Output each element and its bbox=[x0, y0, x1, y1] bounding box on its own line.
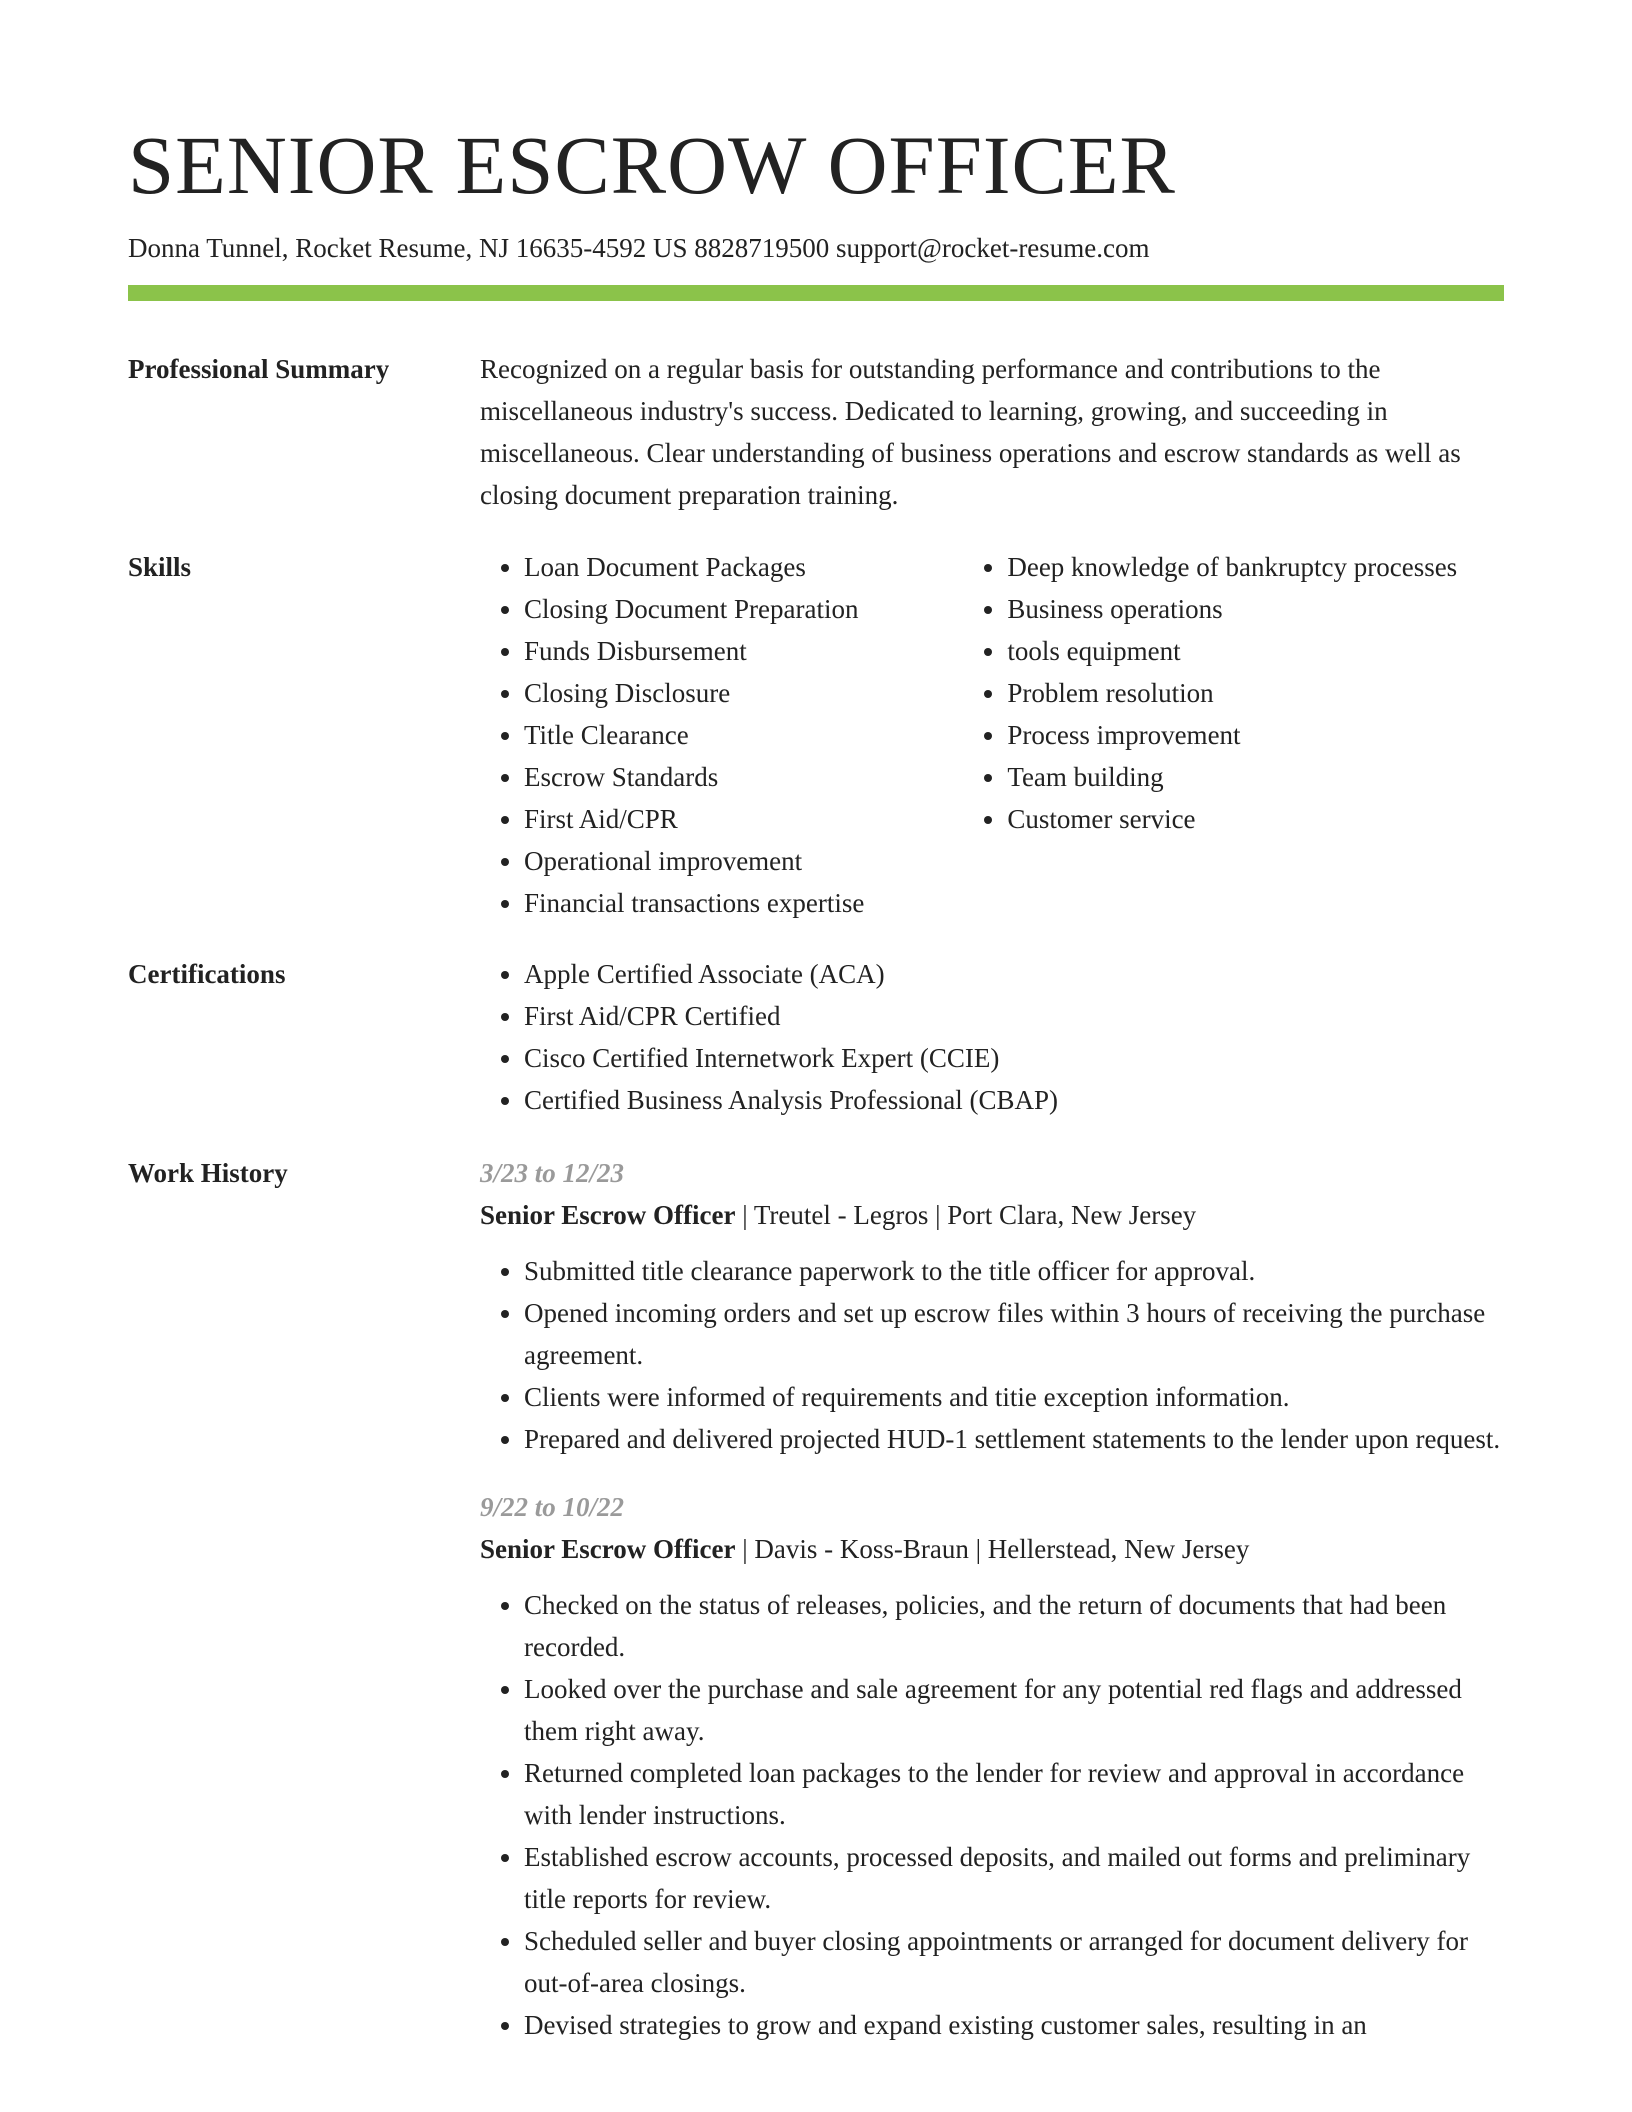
skill-item: • Financial transactions expertise bbox=[524, 882, 963, 924]
work-history-body bbox=[480, 1152, 1504, 2072]
skills-list-left bbox=[480, 546, 963, 924]
job-heading bbox=[480, 1528, 1504, 1570]
job-bullet: • Scheduled seller and buyer closing appointments or arranged for document delivery for out-of-area closings. bbox=[524, 1920, 1504, 2004]
job-bullet: • Looked over the purchase and sale agreement for any potential red flags and addressed them right away. bbox=[524, 1668, 1504, 1752]
job-details: | Davis - Koss-Braun | Hellerstead, New Jersey bbox=[735, 1534, 1250, 1564]
work-history-label: Work History bbox=[128, 1158, 288, 1188]
job-bullet: • Checked on the status of releases, policies, and the return of documents that had been recorded. bbox=[524, 1584, 1504, 1668]
certification-item: • Certified Business Analysis Professional (CBAP) bbox=[524, 1079, 1504, 1121]
skill-item: • Escrow Standards bbox=[524, 756, 963, 798]
certifications-list bbox=[480, 953, 1504, 1121]
certifications-body bbox=[480, 953, 1504, 1121]
skill-item: • Loan Document Packages bbox=[524, 546, 963, 588]
summary-label: Professional Summary bbox=[128, 354, 390, 384]
skill-item: • Team building bbox=[1007, 756, 1504, 798]
certification-item: • Apple Certified Associate (ACA) bbox=[524, 953, 1504, 995]
summary-text: Recognized on a regular basis for outstanding performance and contributions to the miscellaneous industry's success. Dedicated to learning, growing, and succeeding in miscellaneous. Clear understanding of business operations and escrow standards as well as closing document preparation training. bbox=[480, 354, 1461, 510]
resume-title: SENIOR ESCROW OFFICER bbox=[128, 119, 1176, 211]
certifications-label: Certifications bbox=[128, 959, 286, 989]
job-entry bbox=[480, 1152, 1504, 1460]
job-dates: 3/23 to 12/23 bbox=[480, 1158, 625, 1188]
skill-item: • Operational improvement bbox=[524, 840, 963, 882]
job-heading bbox=[480, 1194, 1504, 1236]
skills-label: Skills bbox=[128, 552, 192, 582]
job-bullets bbox=[480, 1584, 1504, 2046]
skill-item: • First Aid/CPR bbox=[524, 798, 963, 840]
job-entry bbox=[480, 1486, 1504, 2046]
job-bullet: • Devised strategies to grow and expand existing customer sales, resulting in an bbox=[524, 2004, 1504, 2046]
job-dates: 9/22 to 10/22 bbox=[480, 1492, 625, 1522]
skill-item: • Closing Document Preparation bbox=[524, 588, 963, 630]
skill-item: • Business operations bbox=[1007, 588, 1504, 630]
job-bullets bbox=[480, 1250, 1504, 1460]
skill-item: • Title Clearance bbox=[524, 714, 963, 756]
job-bullet: • Prepared and delivered projected HUD-1 settlement statements to the lender upon request. bbox=[524, 1418, 1504, 1460]
skill-item: • tools equipment bbox=[1007, 630, 1504, 672]
skills-list-right bbox=[963, 546, 1504, 924]
skill-item: • Funds Disbursement bbox=[524, 630, 963, 672]
skill-item: • Customer service bbox=[1007, 798, 1504, 840]
skill-item: • Process improvement bbox=[1007, 714, 1504, 756]
job-title: Senior Escrow Officer bbox=[480, 1200, 736, 1230]
skills-body bbox=[480, 546, 1504, 924]
job-bullet: • Opened incoming orders and set up escrow files within 3 hours of receiving the purchase agreement. bbox=[524, 1292, 1504, 1376]
job-bullet: • Clients were informed of requirements and titie exception information. bbox=[524, 1376, 1504, 1418]
job-bullet: • Established escrow accounts, processed deposits, and mailed out forms and preliminary title reports for review. bbox=[524, 1836, 1504, 1920]
job-bullet: • Submitted title clearance paperwork to the title officer for approval. bbox=[524, 1250, 1504, 1292]
skill-item: • Problem resolution bbox=[1007, 672, 1504, 714]
summary-body bbox=[480, 348, 1504, 516]
skill-item: • Closing Disclosure bbox=[524, 672, 963, 714]
contact-line: Donna Tunnel, Rocket Resume, NJ 16635-4592 US 8828719500 support@rocket-resume.com bbox=[128, 233, 1150, 263]
job-details: | Treutel - Legros | Port Clara, New Jersey bbox=[735, 1200, 1197, 1230]
certification-item: • First Aid/CPR Certified bbox=[524, 995, 1504, 1037]
job-bullet: • Returned completed loan packages to the lender for review and approval in accordance with lender instructions. bbox=[524, 1752, 1504, 1836]
certification-item: • Cisco Certified Internetwork Expert (CCIE) bbox=[524, 1037, 1504, 1079]
skill-item: • Deep knowledge of bankruptcy processes bbox=[1007, 546, 1504, 588]
job-title: Senior Escrow Officer bbox=[480, 1534, 736, 1564]
header-divider bbox=[128, 285, 1504, 301]
